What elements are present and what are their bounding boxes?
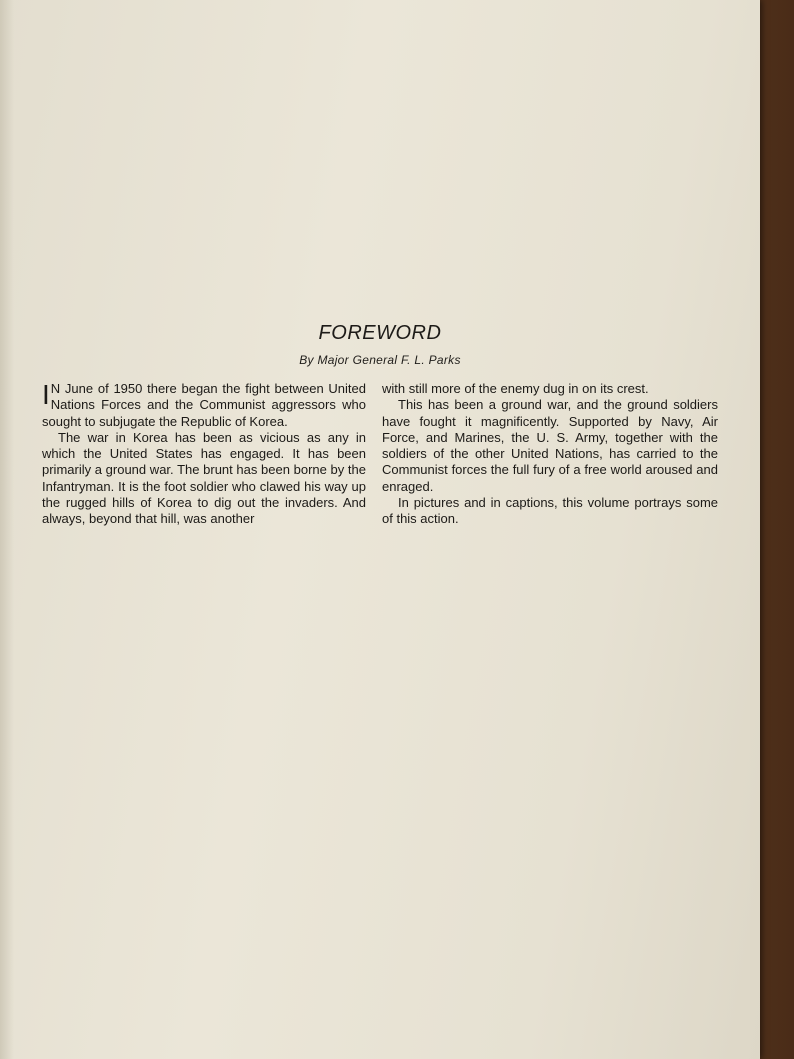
paragraph-opening (42, 381, 366, 430)
paragraph-war-in-korea: The war in Korea has been as vicious as any in which the United States has engaged. It has been primarily a ground war. The brunt has been borne by the Infantryman. It is the foot soldier who clawed his way up the rugged hills of Korea to dig out the invaders. And always, beyond that hill, was another (42, 429, 366, 527)
paragraph-continuation: with still more of the enemy dug in on its crest. (382, 381, 649, 396)
page-title: FOREWORD (318, 322, 442, 344)
author-byline: By Major General F. L. Parks (299, 353, 461, 367)
page-edge-shadow (0, 0, 14, 1059)
paragraph-opening-text: N June of 1950 there began the fight between United Nations Forces and the Communist aggressors who sought to subjugate the Republic of Korea. (42, 381, 366, 429)
text-column-left (42, 381, 366, 528)
text-column-right (382, 381, 718, 528)
drop-cap: I (42, 379, 50, 410)
paragraph-ground-war: This has been a ground war, and the ground soldiers have fought it magnificently. Supported by Navy, Air Force, and Marines, the U. S. Army, together with the soldiers of the other United Nations, has carried to the Communist forces the full fury of a free world aroused and enraged. (382, 397, 718, 494)
paragraph-pictures: In pictures and in captions, this volume portrays some of this action. (382, 495, 718, 527)
